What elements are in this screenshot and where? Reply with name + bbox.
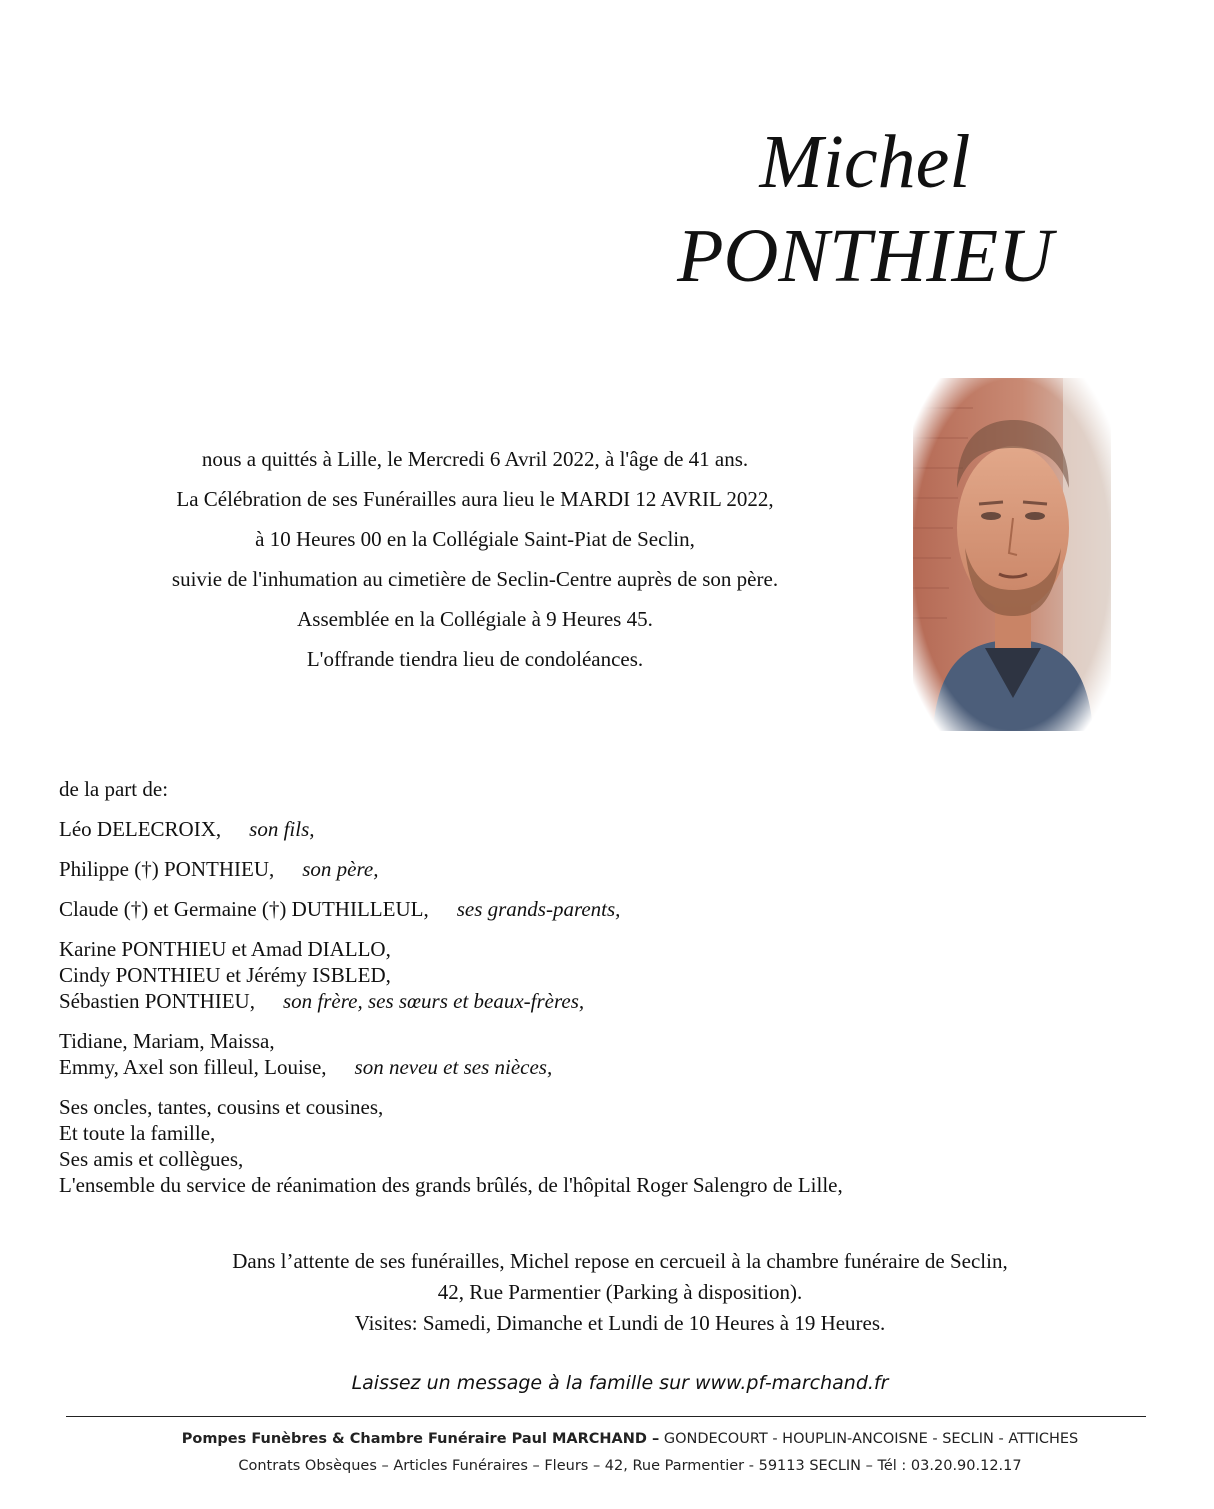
announcement-line: Assemblée en la Collégiale à 9 Heures 45. [297, 607, 653, 631]
family-intro: de la part de: [59, 777, 169, 801]
announcement-line: L'offrande tiendra lieu de condoléances. [306, 647, 644, 671]
family-name: L'ensemble du service de réanimation des grands brûlés, de l'hôpital Roger Salengro de Lille, [59, 1173, 843, 1197]
family-relation: son fils, [249, 817, 315, 841]
portrait-photo [913, 378, 1111, 731]
family-name: Tidiane, Mariam, Maissa, [59, 1029, 275, 1053]
footer-company-name: Pompes Funèbres & Chambre Funéraire Paul MARCHAND – [181, 1431, 660, 1447]
family-name: Sébastien PONTHIEU, [59, 989, 255, 1013]
announcement-line: La Célébration de ses Funérailles aura lieu le MARDI 12 AVRIL 2022, [176, 487, 774, 511]
family-name: Ses oncles, tantes, cousins et cousines, [59, 1095, 384, 1119]
announcement-line: suivie de l'inhumation au cimetière de Seclin-Centre auprès de son père. [171, 567, 779, 591]
first-name: Michel [759, 120, 971, 204]
family-name: Karine PONTHIEU et Amad DIALLO, [59, 937, 391, 961]
family-name: Léo DELECROIX, [59, 817, 222, 841]
family-name: Cindy PONTHIEU et Jérémy ISBLED, [59, 963, 391, 987]
family-relation: ses grands-parents, [456, 897, 621, 921]
announcement-line: nous a quittés à Lille, le Mercredi 6 Avril 2022, à l'âge de 41 ans. [201, 447, 749, 471]
message-link-text: Laissez un message à la famille sur www.pf-marchand.fr [351, 1372, 889, 1394]
family-name: Philippe (†) PONTHIEU, [59, 857, 275, 881]
footer-company-line [130, 1426, 1130, 1453]
repose-line: 42, Rue Parmentier (Parking à disposition). [437, 1280, 803, 1304]
family-relation: son neveu et ses nièces, [354, 1055, 553, 1079]
family-entry-grandparents [59, 896, 1119, 922]
footer-locations: GONDECOURT - HOUPLIN-ANCOISNE - SECLIN - ATTICHES [663, 1431, 1079, 1447]
family-name: Claude (†) et Germaine (†) DUTHILLEUL, [59, 897, 429, 921]
family-list [59, 776, 1119, 1198]
family-entry-siblings [59, 988, 1119, 1014]
announcement-line: à 10 Heures 00 en la Collégiale Saint-Piat de Seclin, [255, 527, 695, 551]
family-name: Ses amis et collègues, [59, 1147, 244, 1171]
repose-line: Dans l’attente de ses funérailles, Michel repose en cercueil à la chambre funéraire de Seclin, [232, 1249, 1008, 1273]
footer [130, 1426, 1130, 1480]
family-entry-father [59, 856, 1119, 882]
family-relation: son frère, ses sœurs et beaux-frères, [282, 989, 585, 1013]
family-relation: son père, [302, 857, 379, 881]
footer-divider [66, 1416, 1146, 1417]
family-name: Et toute la famille, [59, 1121, 216, 1145]
family-entry-nieces [59, 1054, 1119, 1080]
family-entry-son [59, 816, 1119, 842]
repose-info [140, 1246, 1100, 1339]
family-name: Emmy, Axel son filleul, Louise, [59, 1055, 327, 1079]
repose-line: Visites: Samedi, Dimanche et Lundi de 10 Heures à 19 Heures. [354, 1311, 886, 1335]
last-name: PONTHIEU [677, 214, 1053, 298]
announcement [100, 444, 850, 684]
footer-services: Contrats Obsèques – Articles Funéraires – Fleurs – 42, Rue Parmentier - 59113 SECLIN – Tél : 03.20.90.12.17 [238, 1458, 1022, 1474]
